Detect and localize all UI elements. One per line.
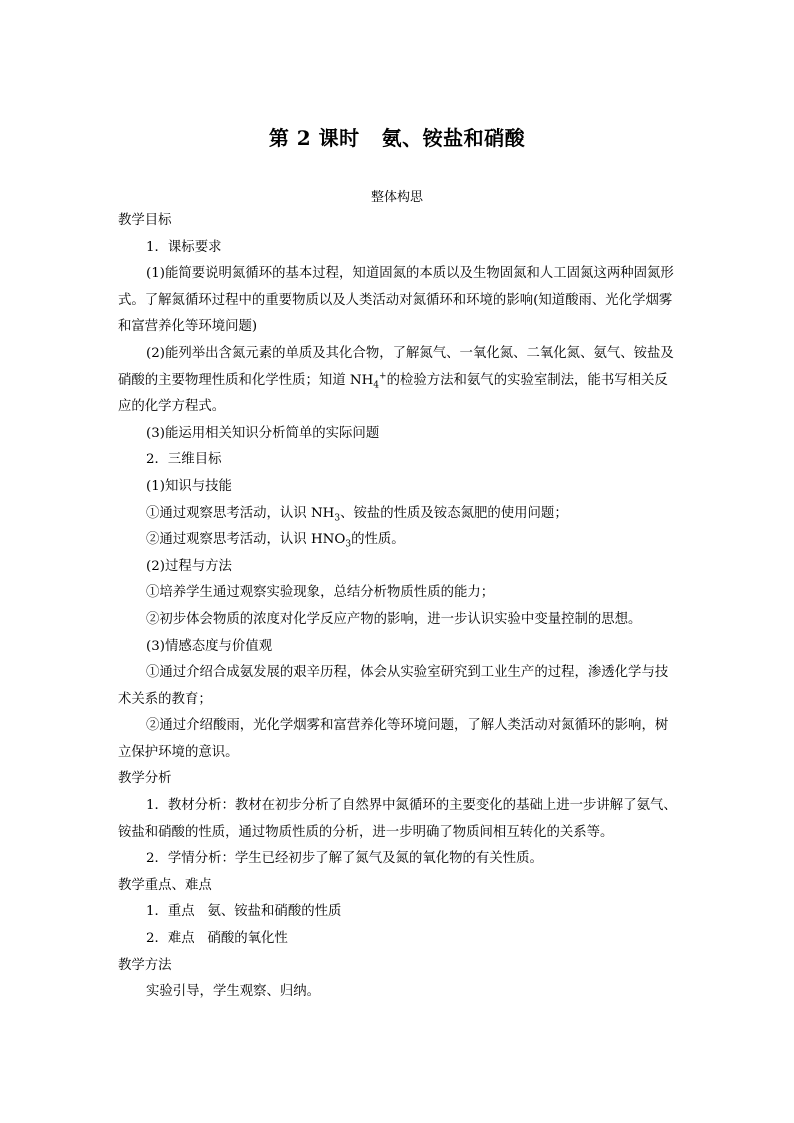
key-point-item: 1．重点 氨、铵盐和硝酸的性质 (146, 904, 342, 920)
three-dimension-heading: 2．三维目标 (146, 452, 222, 468)
curriculum-heading: 1．课标要求 (146, 239, 222, 255)
lesson-topic: 氨、铵盐和硝酸 (381, 126, 526, 150)
page-subtitle: 整体构思 (370, 190, 423, 205)
document-body (118, 208, 678, 1006)
methods-text: 实验引导，学生观察、归纳。 (146, 984, 321, 1000)
curriculum-item-3: (3)能运用相关知识分析简单的实际问题 (146, 425, 380, 441)
curriculum-item-2: (2)能列举出含氮元素的单质及其化合物，了解氮气、一氧化氮、二氧化氮、氨气、铵盐及硝酸的主要物理性质和化学性质；知道 $NH_4^+$的检验方法和氨气的实验室制法，能书写相关反应的化学方程式。 (118, 345, 674, 415)
process-item-2: ②初步体会物质的浓度对化学反应产物的影响，进一步认识实验中变量控制的思想。 (146, 611, 642, 627)
ammonium-subscript: 4 (373, 380, 380, 391)
analysis-item-1: 1．教材分析：教材在初步分析了自然界中氮循环的主要变化的基础上进一步讲解了氨气、铵盐和硝酸的性质，通过物质性质的分析，进一步明确了物质间相互转化的关系等。 (118, 798, 677, 840)
knowledge-skills-heading: (1)知识与技能 (146, 478, 232, 494)
process-method-heading: (2)过程与方法 (146, 558, 232, 574)
emotion-item-1: ①通过介绍合成氨发展的艰辛历程，体会从实验室研究到工业生产的过程，渗透化学与技术关系的教育； (118, 665, 669, 707)
knowledge-item-2: ②通过观察思考活动，认识 $HNO_3$的性质。 (146, 532, 405, 550)
key-points-heading: 教学重点、难点 (118, 877, 212, 893)
lesson-number: 第 2 课时 (268, 126, 360, 150)
objectives-heading: 教学目标 (118, 213, 172, 228)
emotion-values-heading: (3)情感态度与价值观 (146, 638, 273, 654)
methods-heading: 教学方法 (118, 957, 172, 973)
page-title (0, 122, 794, 151)
analysis-heading: 教学分析 (118, 771, 172, 787)
curriculum-item-1: (1)能简要说明氮循环的基本过程，知道固氮的本质以及生物固氮和人工固氮这两种固氮形式。了解氮循环过程中的重要物质以及人类活动对氮循环和环境的影响(知道酸雨、光化学烟雾和富营养化等环境问题) (118, 266, 674, 335)
emotion-item-2: ②通过介绍酸雨，光化学烟雾和富营养化等环境问题，了解人类活动对氮循环的影响，树立保护环境的意识。 (118, 718, 669, 760)
knowledge-item-1: ①通过观察思考活动，认识 $NH_3$、铵盐的性质及铵态氮肥的使用问题； (146, 505, 568, 524)
ammonium-superscript: + (379, 371, 387, 382)
process-item-1: ①培养学生通过观察实验现象，总结分析物质性质的能力； (146, 585, 495, 601)
analysis-item-2: 2．学情分析：学生已经初步了解了氮气及氮的氧化物的有关性质。 (146, 851, 543, 867)
difficult-point-item: 2．难点 硝酸的氧化性 (146, 931, 288, 947)
